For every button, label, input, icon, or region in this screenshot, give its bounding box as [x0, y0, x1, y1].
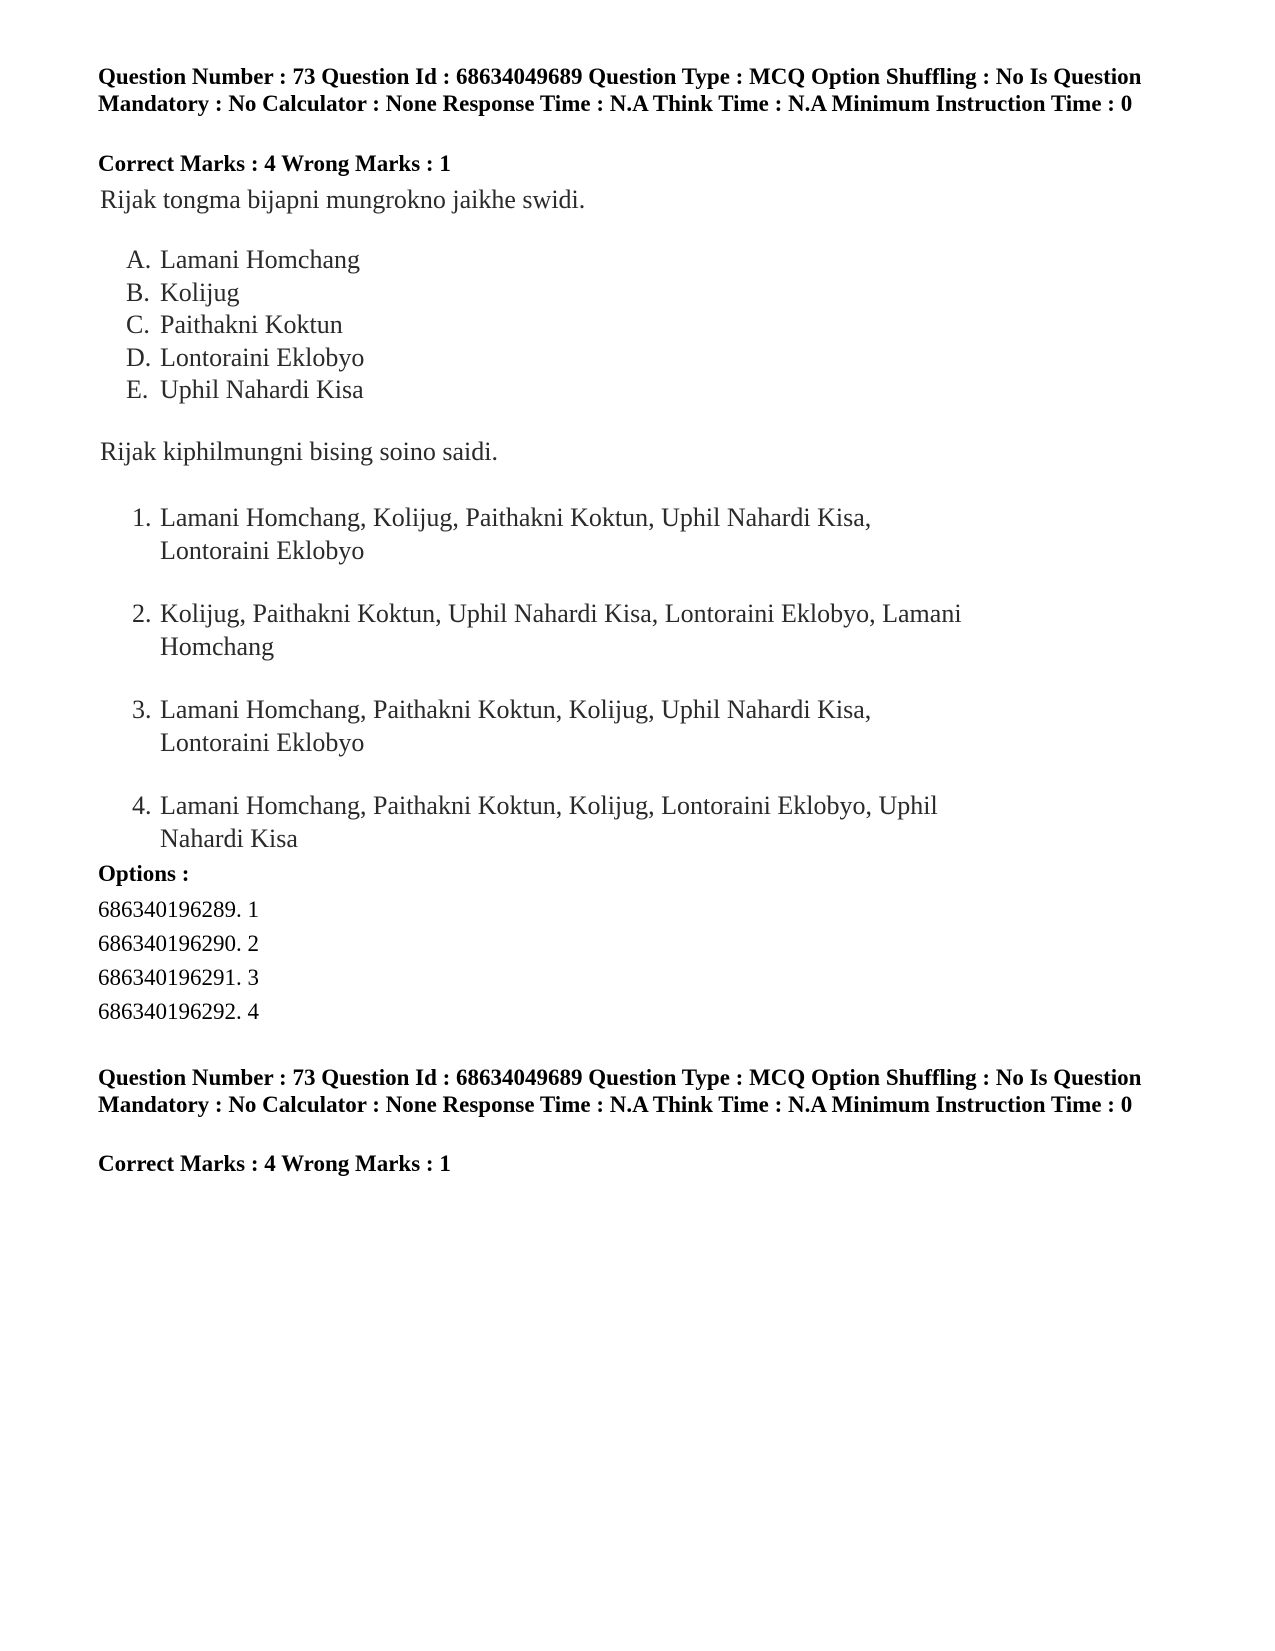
choice-marker: 2. [132, 599, 152, 628]
choice-item [132, 693, 940, 759]
choice-text: Lamani Homchang, Kolijug, Paithakni Koktun, Uphil Nahardi Kisa, Lontoraini Eklobyo [160, 503, 872, 565]
item-marker: C. [126, 310, 150, 339]
question-prompt: Rijak tongma bijapni mungrokno jaikhe swidi. [100, 185, 586, 214]
item-text: Uphil Nahardi Kisa [160, 375, 364, 404]
choice-text: Kolijug, Paithakni Koktun, Uphil Nahardi Kisa, Lontoraini Eklobyo, Lamani Homchang [160, 599, 962, 661]
item-marker: B. [126, 277, 150, 307]
choice-marker: 3. [132, 695, 152, 724]
options-list [98, 893, 259, 1029]
list-item [126, 243, 364, 276]
item-marker: A. [126, 245, 152, 274]
choice-marker: 1. [132, 503, 152, 532]
lettered-items-list [126, 243, 364, 406]
item-text: Lontoraini Eklobyo [160, 342, 365, 372]
choice-item [132, 597, 1040, 663]
question-marks: Correct Marks : 4 Wrong Marks : 1 [98, 1151, 451, 1176]
choice-item [132, 501, 940, 567]
item-marker: E. [126, 375, 149, 404]
option-item: 686340196290. 2 [98, 931, 259, 956]
question-instruction: Rijak kiphilmungni bising soino saidi. [100, 437, 498, 466]
list-item [126, 276, 364, 309]
option-item: 686340196292. 4 [98, 999, 259, 1024]
list-item [126, 341, 364, 374]
question-meta: Question Number : 73 Question Id : 68634049689 Question Type : MCQ Option Shuffling : No Is Question Mandatory : No Calculator : None Response Time : N.A Think Time : N.A Minimum Instruction Time : 0 [98, 64, 1142, 116]
item-marker: D. [126, 342, 152, 372]
choice-text: Lamani Homchang, Paithakni Koktun, Kolijug, Uphil Nahardi Kisa, Lontoraini Eklobyo [160, 695, 872, 757]
choice-text: Lamani Homchang, Paithakni Koktun, Kolijug, Lontoraini Eklobyo, Uphil Nahardi Kisa [160, 791, 938, 853]
item-text: Kolijug [160, 277, 240, 307]
item-text: Lamani Homchang [160, 245, 360, 274]
option-item: 686340196291. 3 [98, 965, 259, 990]
choice-item [132, 789, 1010, 855]
question-meta: Question Number : 73 Question Id : 68634049689 Question Type : MCQ Option Shuffling : No Is Question Mandatory : No Calculator : None Response Time : N.A Think Time : N.A Minimum Instruction Time : 0 [98, 1065, 1142, 1117]
item-text: Paithakni Koktun [160, 310, 343, 339]
question-marks: Correct Marks : 4 Wrong Marks : 1 [98, 151, 451, 176]
list-item [126, 373, 364, 406]
options-title: Options : [98, 861, 190, 886]
option-item: 686340196289. 1 [98, 897, 259, 922]
list-item [126, 308, 364, 341]
choice-marker: 4. [132, 791, 152, 820]
